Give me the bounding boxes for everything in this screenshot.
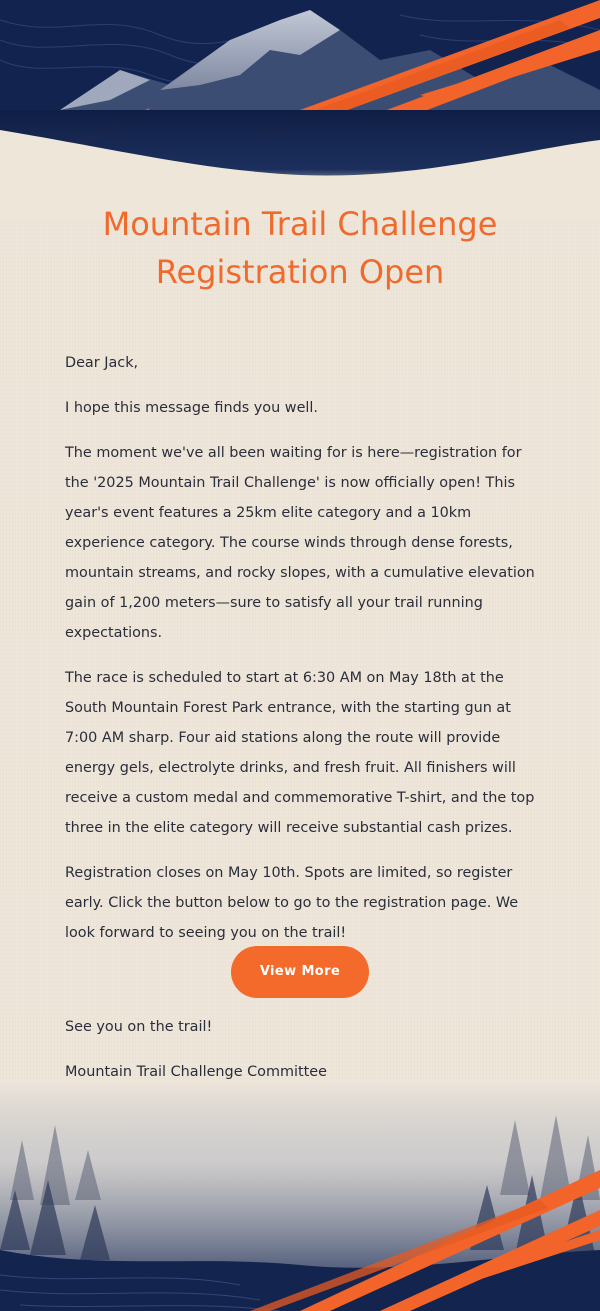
signoff: See you on the trail! [65, 1019, 213, 1035]
view-more-button[interactable]: View More [231, 946, 369, 998]
forest-footer-illustration [0, 1080, 600, 1311]
cta-container [0, 946, 600, 998]
body-paragraph: The moment we've all been waiting for is here—registration for the '2025 Mountain Trail Challenge' is now officially open! This year's event features a 25km elite category and a 10km experience category. The course winds through dense forests, mountain streams, and rocky slopes, with a cumulative elevation gain of 1,200 meters—sure to satisfy all your trail running expectations. [65, 445, 535, 641]
mountain-header-illustration [0, 0, 600, 220]
signature: Mountain Trail Challenge Committee [65, 1064, 327, 1080]
email-title [0, 200, 600, 296]
email-body [65, 348, 540, 963]
body-paragraph: The race is scheduled to start at 6:30 AM on May 18th at the South Mountain Forest Park entrance, with the starting gun at 7:00 AM sharp. Four aid stations along the route will provide energy gels, electrolyte drinks, and fresh fruit. All finishers will receive a custom medal and commemorative T-shirt, and the top three in the elite category will receive substantial cash prizes. [65, 670, 535, 836]
body-paragraph: Registration closes on May 10th. Spots are limited, so register early. Click the button below to go to the registration page. We look forward to seeing you on the trail! [65, 865, 519, 941]
title-line-2: Registration Open [155, 253, 445, 291]
title-line-1: Mountain Trail Challenge [102, 205, 498, 243]
body-paragraph: I hope this message finds you well. [65, 400, 318, 416]
greeting: Dear Jack, [65, 355, 139, 371]
